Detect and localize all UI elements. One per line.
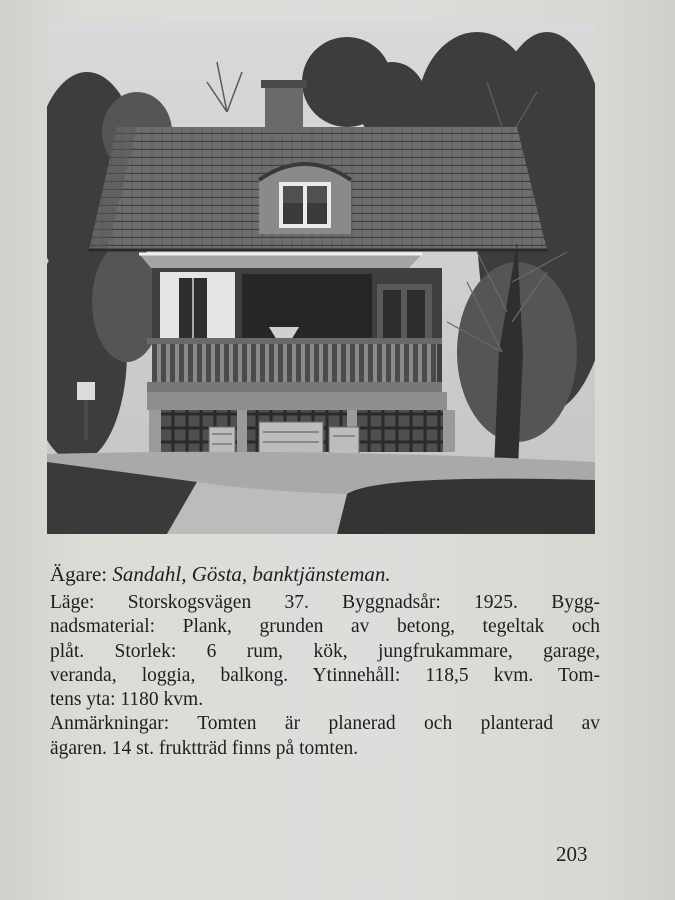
- owner-name: Sandahl, Gösta, banktjänsteman.: [112, 562, 391, 586]
- details-line: tens yta: 1180 kvm.: [50, 689, 204, 711]
- remarks-line: ägaren. 14 st. fruktträd finns på tomten.: [50, 737, 359, 759]
- owner-label: Ägare:: [50, 562, 108, 586]
- details-line: veranda, loggia, balkong. Ytinnehåll: 118,5 kvm. Tom-: [50, 664, 600, 686]
- page-number: 203: [556, 842, 588, 866]
- house-photograph: [47, 22, 595, 534]
- house-photo-illustration: [47, 22, 595, 534]
- details-paragraph: [50, 591, 600, 712]
- owner-line: [50, 560, 600, 588]
- details-line: plåt. Storlek: 6 rum, kök, jungfrukammare, garage,: [50, 640, 600, 662]
- remarks-paragraph: [50, 712, 600, 761]
- remarks-line: Anmärkningar: Tomten är planerad och planterad av: [50, 713, 600, 735]
- house-description: [50, 560, 600, 761]
- details-line: Läge: Storskogsvägen 37. Byggnadsår: 1925. Bygg-: [50, 592, 600, 613]
- details-line: nadsmaterial: Plank, grunden av betong, tegeltak och: [50, 616, 600, 638]
